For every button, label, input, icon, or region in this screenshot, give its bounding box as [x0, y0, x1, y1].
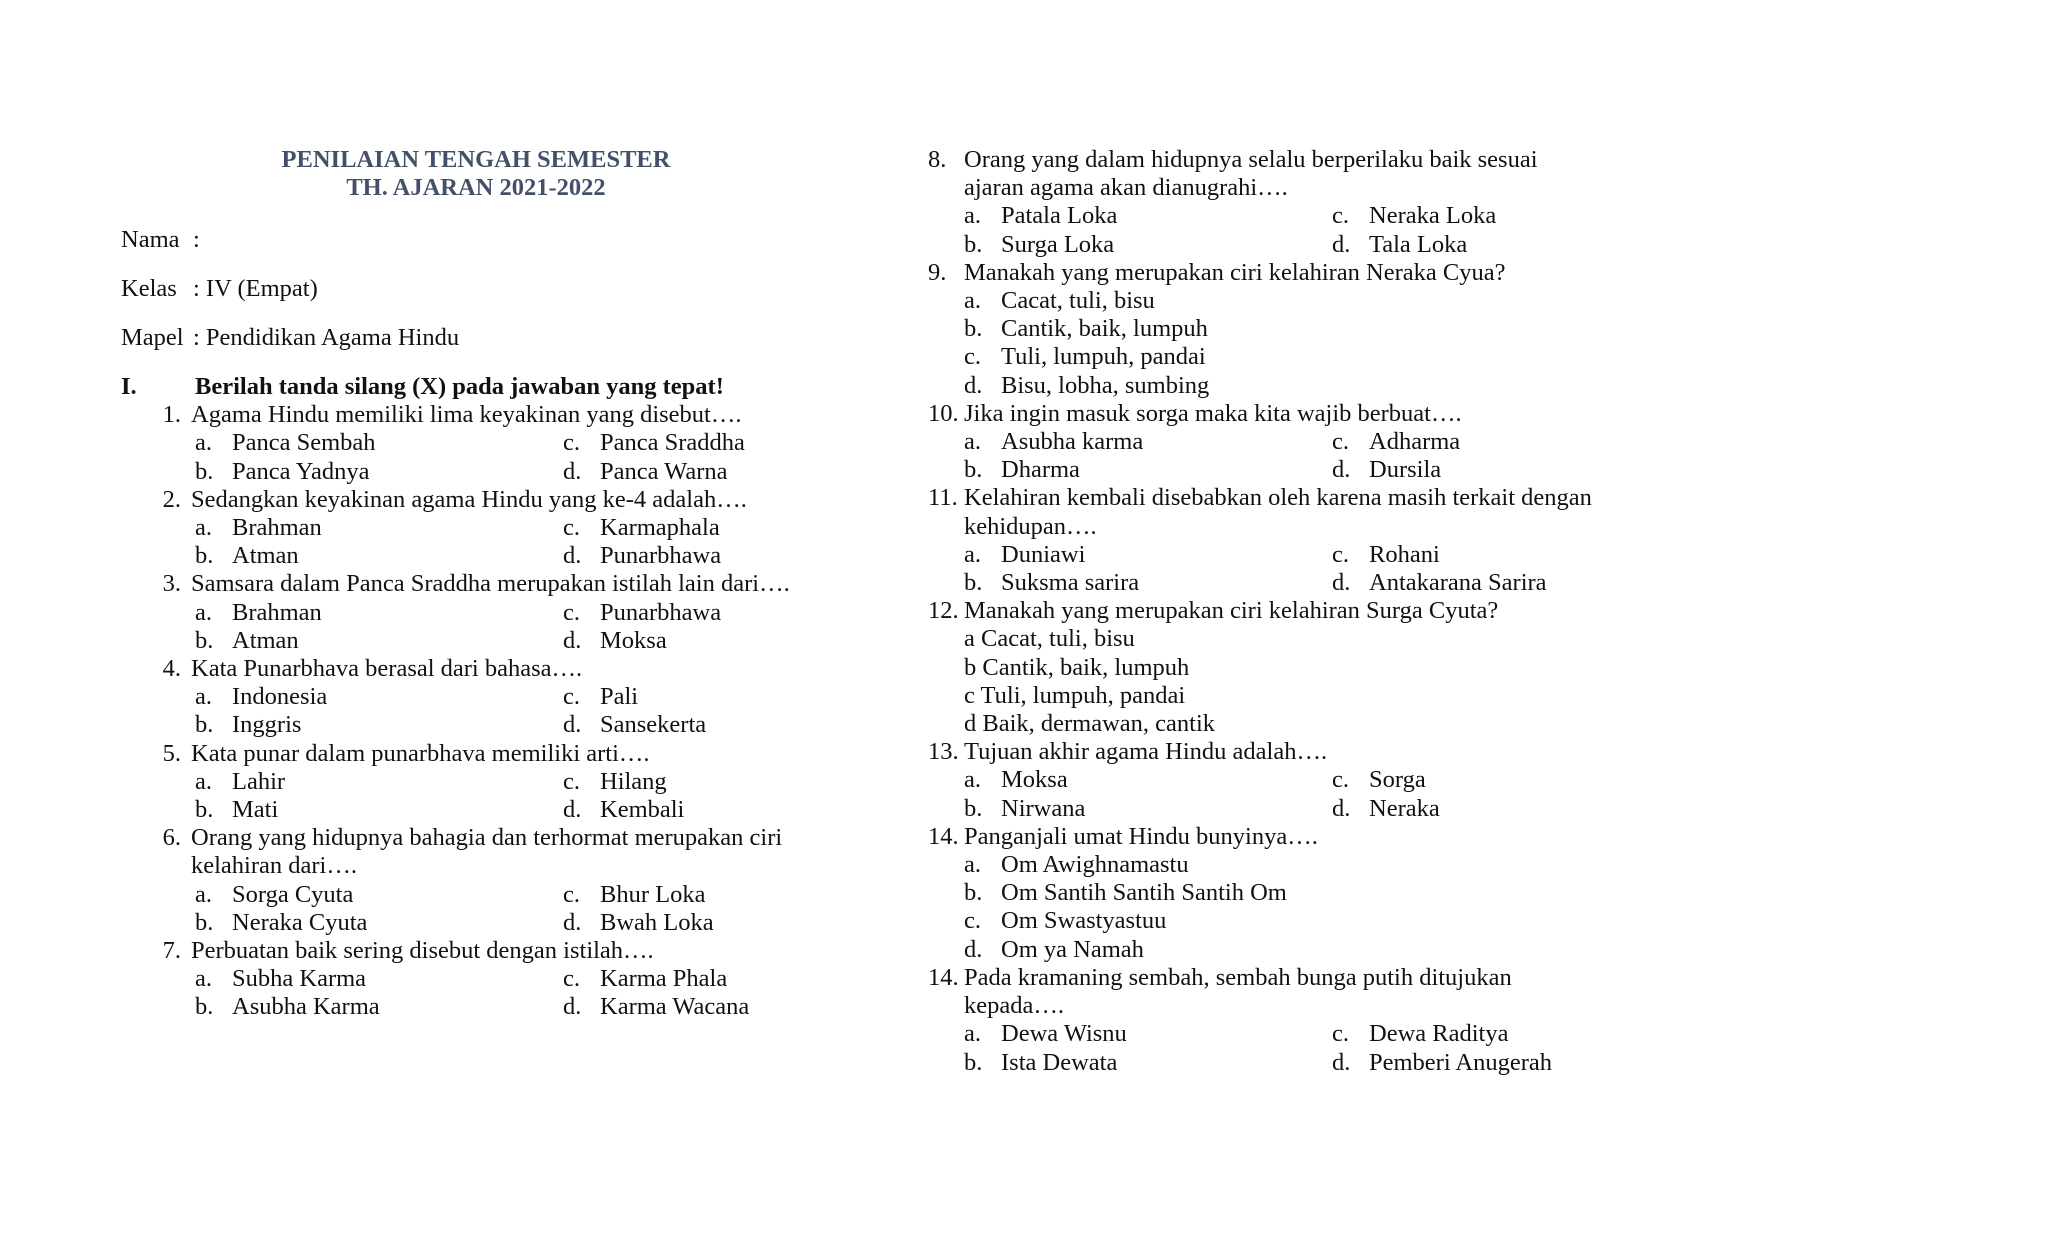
question-line: [121, 401, 821, 429]
option-letter: c.: [1332, 766, 1349, 794]
option-letter: a.: [195, 880, 212, 908]
header-title: PENILAIAN TENGAH SEMESTER: [281, 146, 671, 173]
option-letter: d.: [1332, 230, 1351, 258]
question-text: Kelahiran kembali disebabkan oleh karena masih terkait dengan: [964, 484, 1592, 512]
answer-options: [964, 1020, 1596, 1076]
option-text: Surga Loka: [1001, 230, 1115, 258]
option-text: Pali: [600, 683, 639, 711]
question-number: 9.: [928, 258, 947, 286]
answer-option: [195, 768, 563, 796]
option-text: Pemberi Anugerah: [1369, 1048, 1553, 1076]
answer-option: [964, 343, 1596, 371]
option-text: Karma Phala: [600, 965, 728, 993]
answer-options: [964, 202, 1596, 258]
option-text: Hilang: [600, 767, 667, 795]
question-text: Manakah yang merupakan ciri kelahiran Surga Cyuta?: [964, 597, 1499, 625]
answer-options: [195, 965, 821, 1021]
option-text: Cacat, tuli, bisu: [1001, 287, 1155, 315]
info-label: Mapel: [121, 324, 184, 351]
option-letter: c.: [1332, 202, 1349, 230]
option-text: Asubha karma: [1001, 428, 1144, 456]
answer-option: [563, 514, 821, 542]
answer-option: [563, 881, 821, 909]
answer-option: [195, 429, 563, 457]
answer-option: [964, 936, 1596, 964]
option-letter: b.: [964, 794, 983, 822]
question-item: [121, 740, 821, 825]
answer-option: [195, 458, 563, 486]
option-letter: d.: [563, 908, 582, 936]
answer-option: [1332, 541, 1596, 569]
section-number: I.: [121, 373, 137, 400]
option-text: Cantik, baik, lumpuh: [1001, 315, 1208, 343]
answer-option: [1332, 231, 1596, 259]
question-text: Kata punar dalam punarbhava memiliki arti….: [191, 739, 650, 767]
answer-option: [964, 879, 1596, 907]
question-text: kepada….: [964, 992, 1064, 1020]
question-item: [928, 964, 1596, 1077]
question-number: 2.: [162, 485, 181, 513]
option-text: Kembali: [600, 796, 685, 824]
option-letter: a.: [195, 683, 212, 711]
question-text: Manakah yang merupakan ciri kelahiran Neraka Cyua?: [964, 258, 1506, 286]
option-text: Patala Loka: [1001, 202, 1118, 230]
option-letter: c.: [563, 683, 580, 711]
option-letter: c.: [563, 880, 580, 908]
question-number: 11.: [928, 484, 958, 512]
question-item: [928, 400, 1596, 485]
answer-option: [563, 683, 821, 711]
question-line: [928, 738, 1596, 766]
option-letter: a.: [964, 540, 981, 568]
option-text: Tuli, lumpuh, pandai: [1001, 343, 1206, 371]
option-text: Punarbhawa: [600, 542, 722, 570]
option-letter: d.: [563, 711, 582, 739]
option-text: Panca Sraddha: [600, 429, 745, 457]
option-text: Duniawi: [1001, 540, 1086, 568]
question-number: 12.: [928, 597, 959, 625]
info-label: Nama: [121, 226, 180, 253]
option-letter: c.: [1332, 428, 1349, 456]
option-text: Atman: [232, 542, 299, 570]
question-text: Orang yang hidupnya bahagia dan terhormat merupakan ciri: [191, 824, 783, 852]
option-text: Sansekerta: [600, 711, 707, 739]
option-letter: a.: [964, 287, 981, 315]
answer-option: [563, 542, 821, 570]
option-letter: b.: [195, 908, 214, 936]
answer-options: [195, 599, 821, 655]
option-letter: c.: [964, 907, 981, 935]
answer-option: [1332, 1049, 1596, 1077]
option-text: Indonesia: [232, 683, 328, 711]
question-text: Sedangkan keyakinan agama Hindu yang ke-4 adalah….: [191, 485, 747, 513]
answer-option: [563, 768, 821, 796]
answer-options: [964, 428, 1596, 484]
option-letter: d.: [563, 796, 582, 824]
option-text: Mati: [232, 796, 279, 824]
answer-option: [1332, 1020, 1596, 1048]
option-letter: d.: [563, 457, 582, 485]
option-letter: c.: [1332, 1020, 1349, 1048]
question-line: [928, 823, 1596, 851]
question-text: kelahiran dari….: [191, 852, 357, 880]
student-info: [121, 226, 821, 352]
answer-option: [1332, 569, 1596, 597]
question-line: [928, 992, 1596, 1020]
info-value: : IV (Empat): [193, 275, 318, 302]
option-text: Karma Wacana: [600, 993, 750, 1021]
option-letter: d.: [1332, 569, 1351, 597]
answer-option: [195, 542, 563, 570]
option-text: Ista Dewata: [1001, 1048, 1118, 1076]
option-letter: b.: [195, 711, 214, 739]
option-text: Neraka Cyuta: [232, 908, 368, 936]
option-letter: a.: [195, 965, 212, 993]
question-number: [145, 852, 191, 880]
option-text: Neraka Loka: [1369, 202, 1497, 230]
question-line: [121, 824, 821, 852]
option-text: Rohani: [1369, 540, 1440, 568]
question-item: [121, 824, 821, 937]
option-letter: a.: [964, 202, 981, 230]
question-text: Samsara dalam Panca Sraddha merupakan istilah lain dari….: [191, 570, 790, 598]
question-item: [928, 146, 1596, 259]
question-line: [121, 570, 821, 598]
option-text: Dewa Raditya: [1369, 1020, 1509, 1048]
question-text: Perbuatan baik sering disebut dengan istilah….: [191, 937, 654, 965]
option-text: Neraka: [1369, 794, 1440, 822]
option-letter: d.: [563, 542, 582, 570]
answer-option: [195, 599, 563, 627]
option-text: Panca Warna: [600, 457, 728, 485]
question-text: Jika ingin masuk sorga maka kita wajib berbuat….: [964, 399, 1462, 427]
question-line: [121, 852, 821, 880]
question-line: [928, 484, 1596, 512]
option-letter: c.: [964, 343, 981, 371]
answer-option: [964, 851, 1596, 879]
option-letter: a.: [964, 766, 981, 794]
question-item: [928, 738, 1596, 823]
answer-options: [964, 541, 1596, 597]
answer-options: [195, 881, 821, 937]
option-letter: d.: [964, 371, 983, 399]
question-number: 14.: [928, 963, 959, 991]
answer-options: [195, 429, 821, 485]
question-line: [928, 400, 1596, 428]
answer-option: [563, 711, 821, 739]
option-text: Panca Sembah: [232, 429, 376, 457]
left-column: [121, 146, 821, 1022]
question-item: [121, 486, 821, 571]
answer-option: d Baik, dermawan, cantik: [964, 710, 1216, 738]
option-text: Inggris: [232, 711, 302, 739]
answer-option: [195, 683, 563, 711]
option-letter: d.: [964, 935, 983, 963]
question-number: 6.: [162, 824, 181, 852]
answer-option: [195, 881, 563, 909]
question-number: 8.: [928, 146, 947, 173]
option-text: Om ya Namah: [1001, 935, 1144, 963]
answer-option: [1332, 202, 1596, 230]
question-line: [928, 146, 1596, 174]
answer-option: [195, 993, 563, 1021]
question-number: [928, 174, 964, 202]
right-column: [928, 146, 1596, 1077]
answer-option: [563, 599, 821, 627]
question-text: Tujuan akhir agama Hindu adalah….: [964, 738, 1328, 766]
answer-option: [195, 965, 563, 993]
question-line: [928, 597, 1596, 625]
option-letter: c.: [563, 429, 580, 457]
info-row-mapel: [121, 324, 821, 352]
document-header: [121, 146, 821, 202]
option-text: Sorga: [1369, 766, 1426, 794]
option-letter: c.: [1332, 540, 1349, 568]
option-letter: c.: [563, 598, 580, 626]
answer-options: [964, 625, 1596, 738]
answer-option: [563, 965, 821, 993]
info-value: : Pendidikan Agama Hindu: [193, 324, 460, 351]
option-letter: b.: [964, 230, 983, 258]
option-letter: c.: [563, 514, 580, 542]
question-line: [121, 486, 821, 514]
option-text: Antakarana Sarira: [1369, 569, 1547, 597]
option-text: Sorga Cyuta: [232, 880, 354, 908]
question-line: [928, 964, 1596, 992]
option-text: Dursila: [1369, 456, 1442, 484]
option-text: Brahman: [232, 598, 322, 626]
option-letter: b.: [964, 1048, 983, 1076]
answer-options: [195, 768, 821, 824]
answer-options: [195, 683, 821, 739]
question-item: [928, 484, 1596, 597]
answer-option: [563, 458, 821, 486]
question-line: [928, 174, 1596, 202]
answer-option: [1332, 766, 1596, 794]
question-item: [121, 655, 821, 740]
option-letter: a.: [195, 429, 212, 457]
left-question-list: [121, 401, 821, 1021]
question-text: ajaran agama akan dianugrahi….: [964, 174, 1288, 202]
option-text: Asubha Karma: [232, 993, 380, 1021]
option-letter: c.: [563, 965, 580, 993]
option-letter: c.: [563, 767, 580, 795]
option-letter: d.: [1332, 1048, 1351, 1076]
answer-option: [964, 569, 1332, 597]
question-line: [928, 259, 1596, 287]
answer-option: [964, 541, 1332, 569]
question-number: [928, 992, 964, 1020]
option-letter: b.: [964, 456, 983, 484]
question-item: [121, 570, 821, 655]
question-text: kehidupan….: [964, 512, 1097, 540]
option-letter: d.: [1332, 456, 1351, 484]
option-text: Bhur Loka: [600, 880, 706, 908]
option-letter: b.: [964, 879, 983, 907]
answer-option: [195, 514, 563, 542]
question-line: [121, 740, 821, 768]
option-text: Panca Yadnya: [232, 457, 370, 485]
info-row-nama: [121, 226, 821, 254]
answer-option: b Cantik, baik, lumpuh: [964, 653, 1190, 681]
option-text: Punarbhawa: [600, 598, 722, 626]
option-text: Adharma: [1369, 428, 1461, 456]
answer-option: [563, 627, 821, 655]
answer-option: [1332, 428, 1596, 456]
right-question-list: [928, 146, 1596, 1077]
answer-option: [563, 909, 821, 937]
option-text: Subha Karma: [232, 965, 367, 993]
option-text: Dharma: [1001, 456, 1080, 484]
option-letter: d.: [563, 993, 582, 1021]
question-text: Pada kramaning sembah, sembah bunga putih ditujukan: [964, 963, 1512, 991]
option-letter: a.: [964, 851, 981, 879]
answer-option: [1332, 456, 1596, 484]
option-text: Karmaphala: [600, 514, 720, 542]
option-text: Bwah Loka: [600, 908, 714, 936]
answer-option: [563, 429, 821, 457]
question-text: Orang yang dalam hidupnya selalu berperilaku baik sesuai: [964, 146, 1538, 173]
option-text: Moksa: [1001, 766, 1068, 794]
option-letter: b.: [195, 542, 214, 570]
answer-option: c Tuli, lumpuh, pandai: [964, 681, 1186, 709]
answer-options: [195, 514, 821, 570]
question-number: 14.: [928, 822, 959, 850]
option-letter: d.: [1332, 794, 1351, 822]
answer-option: [1332, 795, 1596, 823]
question-number: 7.: [162, 937, 181, 965]
option-letter: b.: [964, 315, 983, 343]
option-letter: a.: [195, 598, 212, 626]
header-year: TH. AJARAN 2021-2022: [346, 174, 606, 201]
question-item: [928, 823, 1596, 964]
answer-option: [195, 909, 563, 937]
question-text: Kata Punarbhava berasal dari bahasa….: [191, 655, 583, 683]
answer-option: [964, 766, 1332, 794]
question-line: [121, 937, 821, 965]
question-text: Panganjali umat Hindu bunyinya….: [964, 822, 1318, 850]
option-text: Lahir: [232, 767, 286, 795]
question-number: 1.: [162, 401, 181, 429]
section-instruction: Berilah tanda silang (X) pada jawaban yang tepat!: [195, 373, 724, 400]
option-letter: b.: [195, 993, 214, 1021]
option-text: Brahman: [232, 514, 322, 542]
question-number: 3.: [162, 570, 181, 598]
answer-option: [964, 287, 1596, 315]
answer-option: [195, 711, 563, 739]
option-letter: b.: [195, 626, 214, 654]
option-text: Dewa Wisnu: [1001, 1020, 1127, 1048]
question-text: Agama Hindu memiliki lima keyakinan yang disebut….: [191, 401, 742, 429]
option-text: Moksa: [600, 626, 667, 654]
answer-option: [964, 428, 1332, 456]
option-text: Nirwana: [1001, 794, 1086, 822]
answer-option: [964, 1020, 1332, 1048]
option-letter: a.: [195, 514, 212, 542]
option-letter: a.: [964, 428, 981, 456]
option-text: Om Santih Santih Santih Om: [1001, 879, 1287, 907]
question-item: [121, 937, 821, 1022]
option-text: Atman: [232, 626, 299, 654]
option-letter: a.: [195, 767, 212, 795]
question-item: [928, 259, 1596, 400]
option-letter: a.: [964, 1020, 981, 1048]
answer-option: [964, 372, 1596, 400]
answer-options: [964, 766, 1596, 822]
option-text: Suksma sarira: [1001, 569, 1140, 597]
answer-options: [964, 851, 1596, 964]
option-letter: d.: [563, 626, 582, 654]
info-row-kelas: [121, 275, 821, 303]
answer-option: [964, 795, 1332, 823]
option-letter: b.: [195, 796, 214, 824]
answer-option: a Cacat, tuli, bisu: [964, 625, 1135, 653]
question-line: [121, 655, 821, 683]
answer-option: [563, 796, 821, 824]
section-heading: [121, 373, 821, 401]
answer-option: [195, 627, 563, 655]
info-label: Kelas: [121, 275, 177, 302]
question-number: 13.: [928, 738, 959, 766]
question-number: 4.: [162, 655, 181, 683]
answer-option: [964, 456, 1332, 484]
answer-option: [964, 907, 1596, 935]
answer-options: [964, 287, 1596, 400]
question-item: [928, 597, 1596, 738]
answer-option: [195, 796, 563, 824]
option-text: Tala Loka: [1369, 230, 1468, 258]
answer-option: [964, 231, 1332, 259]
option-text: Om Awighnamastu: [1001, 851, 1189, 879]
answer-option: [563, 993, 821, 1021]
option-text: Bisu, lobha, sumbing: [1001, 371, 1210, 399]
option-letter: b.: [195, 457, 214, 485]
option-letter: b.: [964, 569, 983, 597]
option-text: Om Swastyastuu: [1001, 907, 1167, 935]
question-number: 10.: [928, 399, 959, 427]
answer-option: [964, 315, 1596, 343]
answer-option: [964, 1049, 1332, 1077]
question-line: [928, 513, 1596, 541]
question-number: 5.: [162, 739, 181, 767]
question-item: [121, 401, 821, 486]
question-number: [928, 513, 964, 541]
info-value: :: [193, 226, 200, 253]
answer-option: [964, 202, 1332, 230]
